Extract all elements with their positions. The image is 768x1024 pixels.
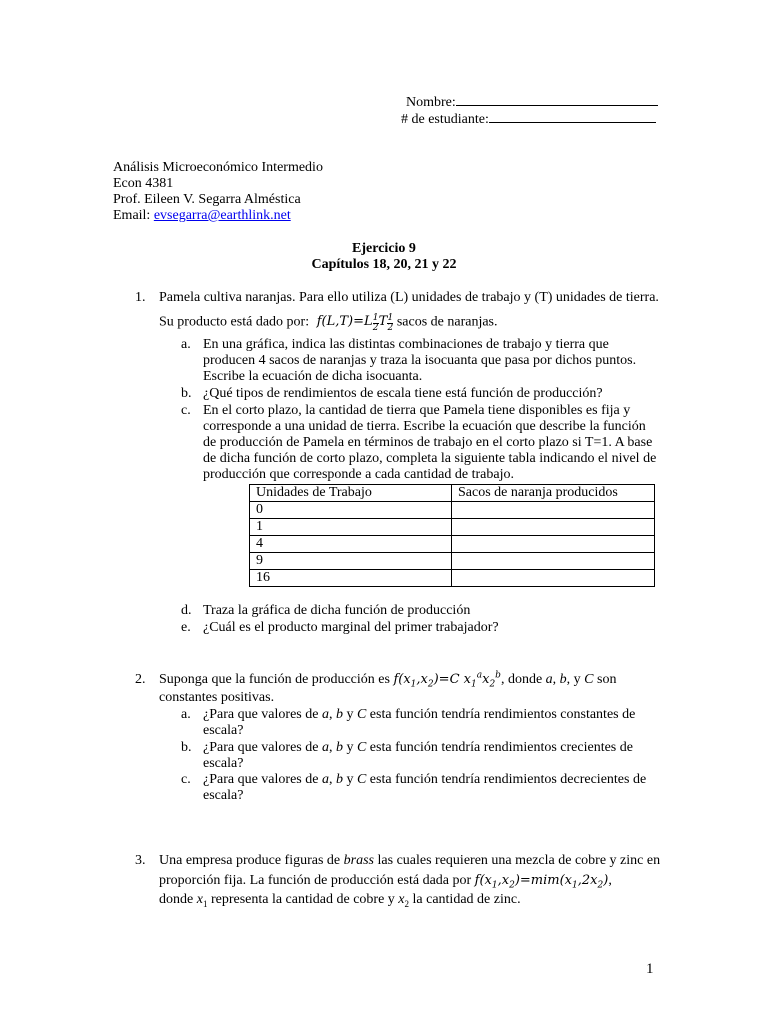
production-table [249,484,655,587]
estudiante-label: # de estudiante: [401,112,489,127]
table-cell-sacos[interactable] [452,519,655,536]
table-row [250,536,655,553]
table-cell-trabajo: 1 [250,519,452,536]
email-line [113,208,291,224]
email-label: Email: [113,208,154,223]
q2-number: 2. [135,672,146,687]
q1-line2-pre: Su producto está dado por: [159,314,310,330]
q1-line1: Pamela cultiva naranjas. Para ello utiliza (L) unidades de trabajo y (T) unidades de tierra. [159,290,659,305]
q1-formula: f(L,T)=L $\frac{1}{2}$ T $\frac{1}{2}$ [312,313,394,333]
q1b-label: b. [181,386,192,401]
course-code: Econ 4381 [113,176,174,191]
q2-line1-post: , donde a, b, y C son [500,672,617,687]
table-cell-sacos[interactable] [452,553,655,570]
q3-line2-post: , [608,873,612,888]
q1c-line5: producción que corresponde a cada cantidad de trabajo. [203,467,514,482]
nombre-line [456,93,658,106]
table-cell-trabajo: 0 [250,502,452,519]
q2-line1 [159,672,616,689]
q2b-label: b. [181,740,192,755]
q2-line1-pre: Suponga que la función de producción es [159,672,390,687]
q2b-line2: escala? [203,756,244,771]
q3-line1: Una empresa produce figuras de brass las cuales requieren una mezcla de cobre y zinc en [159,853,661,868]
table-cell-trabajo: 9 [250,553,452,570]
q3-formula: $f(x_1,x_2)=mim(x_1,2x_2)$ [474,873,609,891]
q1a-label: a. [181,337,191,352]
q3-line3: donde $x_1$ representa la cantidad de cobre y $x_2$ la cantidad de zinc. [159,892,521,909]
q1c-line1: En el corto plazo, la cantidad de tierra que Pamela tiene disponibles es fija y [203,403,631,418]
page-number: 1 [646,961,654,977]
q2-formula: $f(x_1,x_2)=C$ $x_1^ax_2^b$ [393,670,501,690]
q2a-label: a. [181,707,191,722]
q1-line2 [159,314,498,333]
table-header-trabajo: Unidades de Trabajo [250,485,452,502]
table-cell-sacos[interactable] [452,570,655,587]
q2a-line1: ¿Para que valores de a, b y C esta función tendría rendimientos constantes de [203,707,636,722]
table-row [250,502,655,519]
q2c-line1: ¿Para que valores de a, b y C esta función tendría rendimientos decrecientes de [203,772,647,787]
q1-line2-post: sacos de naranjas. [396,314,498,330]
table-row [250,519,655,536]
estudiante-line [489,110,656,123]
table-cell-trabajo: 4 [250,536,452,553]
nombre-label: Nombre: [406,95,456,110]
q1c-label: c. [181,403,191,418]
table-row [250,570,655,587]
q1a-line2: producen 4 sacos de naranjas y traza la isocuanta que pasa por dichos puntos. [203,353,637,368]
table-header-sacos: Sacos de naranja producidos [452,485,655,502]
table-cell-sacos[interactable] [452,536,655,553]
q2-line2: constantes positivas. [159,690,275,705]
table-row [250,553,655,570]
q1c-line2: corresponde a una unidad de tierra. Escribe la ecuación que describe la función [203,419,646,434]
q1a-line1: En una gráfica, indica las distintas combinaciones de trabajo y tierra que [203,337,609,352]
nombre-field [406,93,658,111]
q2c-label: c. [181,772,191,787]
q1e-label: e. [181,620,191,635]
q1e-text: ¿Cuál es el producto marginal del primer trabajador? [203,620,499,635]
table-cell-sacos[interactable] [452,502,655,519]
q3-line2 [159,873,612,890]
q1-number: 1. [135,290,146,305]
q1d-label: d. [181,603,192,618]
q1b-text: ¿Qué tipos de rendimientos de escala tiene está función de producción? [203,386,603,401]
q2b-line1: ¿Para que valores de a, b y C esta función tendría rendimientos crecientes de [203,740,633,755]
q1c-line4: de dicha función de corto plazo, completa la siguiente tabla indicando el nivel de [203,451,657,466]
table-cell-trabajo: 16 [250,570,452,587]
exercise-title: Ejercicio 9 [352,241,416,256]
course-name: Análisis Microeconómico Intermedio [113,160,323,175]
estudiante-field [401,110,656,128]
q1d-text: Traza la gráfica de dicha función de producción [203,603,471,618]
q1c-line3: de producción de Pamela en términos de trabajo en el corto plazo si T=1. A base [203,435,653,450]
email-link[interactable]: evsegarra@earthlink.net [153,208,291,223]
q2c-line2: escala? [203,788,244,803]
professor-name: Prof. Eileen V. Segarra Alméstica [113,192,301,207]
q2a-line2: escala? [203,723,244,738]
q1a-line3: Escribe la ecuación de dicha isocuanta. [203,369,423,384]
q3-number: 3. [135,853,146,868]
chapters-subtitle: Capítulos 18, 20, 21 y 22 [311,257,457,272]
q3-line2-pre: proporción fija. La función de producción está dada por [159,873,472,888]
table-header-row [250,485,655,502]
